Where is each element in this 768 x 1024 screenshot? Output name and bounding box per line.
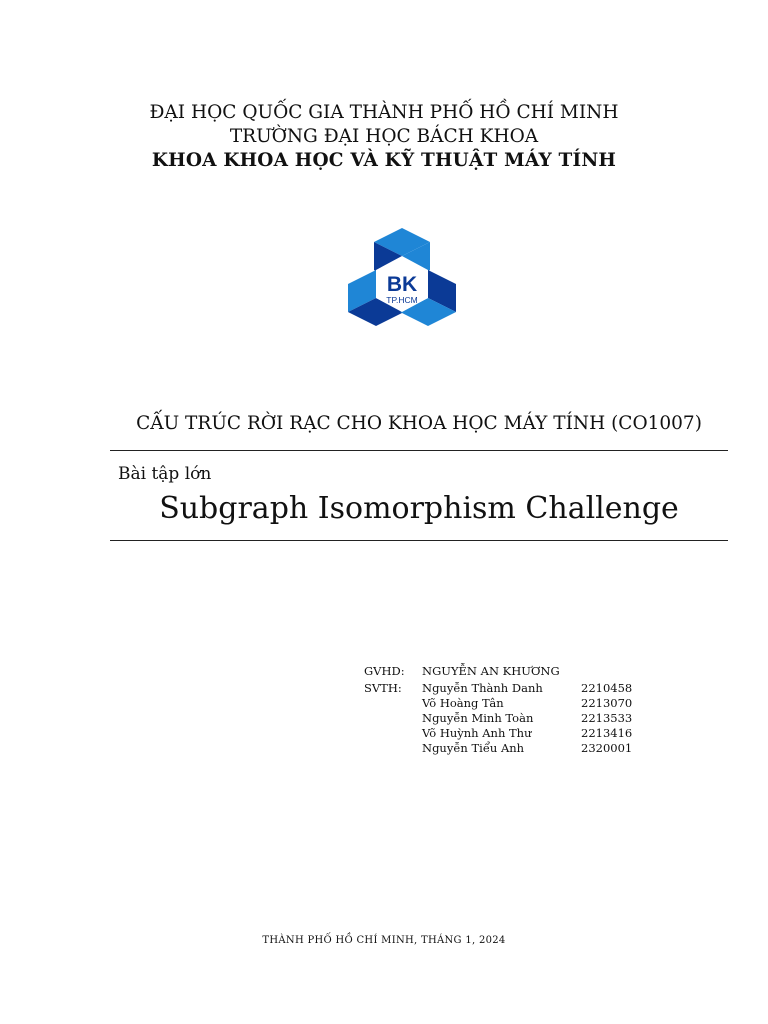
assignment-type: Bài tập lớn: [118, 464, 212, 484]
document-title: Subgraph Isomorphism Challenge: [159, 491, 679, 526]
student-name: Nguyễn Thành Danh: [422, 681, 543, 695]
advisor-label: GVHD:: [364, 664, 405, 678]
logo-text: BK: [386, 273, 418, 296]
advisor-name: NGUYỄN AN KHƯƠNG: [422, 664, 560, 678]
university-name: ĐẠI HỌC QUỐC GIA THÀNH PHỐ HỒ CHÍ MINH: [149, 102, 619, 123]
student-name: Võ Hoàng Tân: [422, 696, 504, 710]
student-id: 2213070: [581, 696, 633, 710]
logo-subtext: TP.HCM: [386, 295, 418, 305]
student-id: 2210458: [581, 681, 633, 695]
course-title: CẤU TRÚC RỜI RẠC CHO KHOA HỌC MÁY TÍNH (CO1007): [136, 413, 702, 434]
student-id: 2213416: [581, 726, 633, 740]
footer-place-date: THÀNH PHỐ HỒ CHÍ MINH, THÁNG 1, 2024: [262, 935, 506, 946]
students-label: SVTH:: [364, 681, 402, 695]
student-id: 2213533: [581, 711, 633, 725]
school-name: TRƯỜNG ĐẠI HỌC BÁCH KHOA: [229, 126, 539, 147]
faculty-name: KHOA KHOA HỌC VÀ KỸ THUẬT MÁY TÍNH: [151, 150, 617, 171]
student-id: 2320001: [581, 741, 633, 755]
student-name: Nguyễn Tiểu Anh: [422, 741, 525, 755]
top-rule: [110, 450, 728, 451]
bottom-rule: [110, 540, 728, 541]
student-name: Nguyễn Minh Toàn: [422, 711, 534, 725]
bk-logo: [346, 226, 458, 334]
student-name: Võ Huỳnh Anh Thư: [422, 726, 532, 740]
